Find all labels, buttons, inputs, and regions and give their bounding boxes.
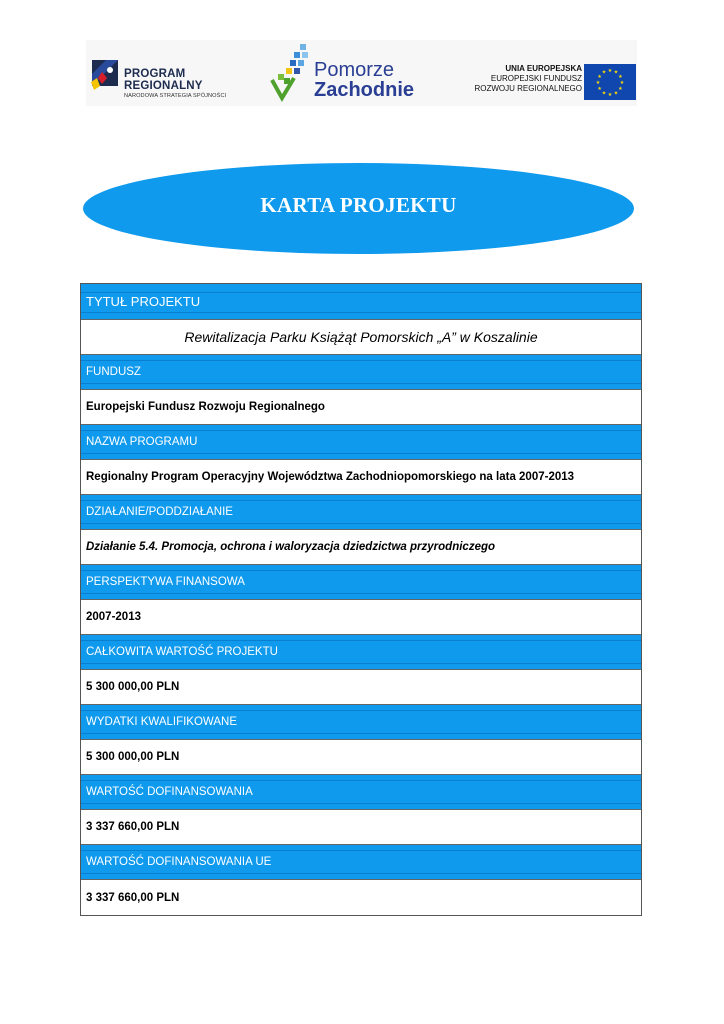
action-label-row: [81, 495, 641, 530]
svg-text:★: ★: [607, 68, 613, 74]
field-label: PERSPEKTYWA FINANSOWA: [86, 576, 245, 588]
field-value: 5 300 000,00 PLN: [86, 751, 180, 763]
nss-label: NARODOWA STRATEGIA SPÓJNOŚCI: [124, 93, 227, 99]
field-label: DZIAŁANIE/PODDZIAŁANIE: [86, 506, 233, 518]
fund-label-row: [81, 355, 641, 390]
svg-text:★: ★: [613, 69, 619, 76]
total-value-row: [81, 670, 641, 705]
fundusz-label: EUROPEJSKI FUNDUSZ: [490, 74, 582, 83]
title-label-row: [81, 284, 641, 320]
field-value: Działanie 5.4. Promocja, ochrona i waloryzacja dziedzictwa przyrodniczego: [86, 541, 496, 553]
field-label: FUNDUSZ: [86, 366, 141, 378]
eu-funding-value-row: [81, 880, 641, 915]
pomorze-zachodnie-logo: [270, 42, 430, 104]
svg-text:★: ★: [597, 74, 602, 80]
field-value: Regionalny Program Operacyjny Województwa Zachodniopomorskiego na lata 2007-2013: [86, 471, 575, 483]
program-value-row: [81, 460, 641, 495]
field-label: WARTOŚĆ DOFINANSOWANIA UE: [86, 856, 272, 868]
field-label: CAŁKOWITA WARTOŚĆ PROJEKTU: [86, 646, 278, 658]
eligible-costs-value-row: [81, 740, 641, 775]
svg-text:★: ★: [619, 80, 625, 86]
svg-text:★: ★: [595, 80, 601, 86]
page-title: KARTA PROJEKTU: [260, 193, 457, 217]
perspective-value-row: [81, 600, 641, 635]
program-label: PROGRAM: [124, 68, 186, 80]
svg-text:★: ★: [601, 90, 607, 97]
program-label-row: [81, 425, 641, 460]
svg-text:★: ★: [597, 86, 602, 92]
field-label: TYTUŁ PROJEKTU: [86, 294, 201, 309]
project-card: [80, 283, 642, 916]
svg-text:★: ★: [618, 86, 623, 92]
regionalny-label: REGIONALNY: [124, 80, 203, 92]
program-regionalny-logo: [88, 56, 238, 106]
field-value: 2007-2013: [86, 611, 141, 623]
svg-text:★: ★: [613, 90, 619, 97]
field-value: 5 300 000,00 PLN: [86, 681, 180, 693]
field-value: 3 337 660,00 PLN: [86, 891, 180, 904]
field-value: 3 337 660,00 PLN: [86, 821, 180, 833]
rozwoju-label: ROZWOJU REGIONALNEGO: [474, 84, 582, 93]
fund-value-row: [81, 390, 641, 425]
field-label: WARTOŚĆ DOFINANSOWANIA: [86, 786, 253, 798]
eu-logo: [458, 64, 638, 104]
eu-funding-label-row: [81, 845, 641, 880]
perspective-label-row: [81, 565, 641, 600]
field-value: Europejski Fundusz Rozwoju Regionalnego: [86, 401, 325, 413]
svg-text:★: ★: [607, 92, 613, 98]
eligible-costs-label-row: [81, 705, 641, 740]
svg-text:★: ★: [601, 69, 607, 76]
field-label: WYDATKI KWALIFIKOWANE: [86, 716, 237, 728]
funding-label-row: [81, 775, 641, 810]
pomorze-label: Pomorze: [314, 59, 395, 81]
total-value-label-row: [81, 635, 641, 670]
svg-text:★: ★: [618, 74, 623, 80]
funding-value-row: [81, 810, 641, 845]
action-value-row: [81, 530, 641, 565]
unia-europejska-label: UNIA EUROPEJSKA: [505, 64, 582, 73]
project-title: Rewitalizacja Parku Książąt Pomorskich „A” w Koszalinie: [184, 329, 538, 345]
zachodnie-label: Zachodnie: [314, 79, 415, 101]
pomorze-zachodnie-emblem-icon: [270, 42, 314, 104]
project-title-row: [81, 320, 641, 355]
program-regionalny-emblem-icon: [88, 56, 122, 96]
eu-flag-icon: [584, 64, 636, 100]
field-label: NAZWA PROGRAMU: [86, 436, 198, 448]
